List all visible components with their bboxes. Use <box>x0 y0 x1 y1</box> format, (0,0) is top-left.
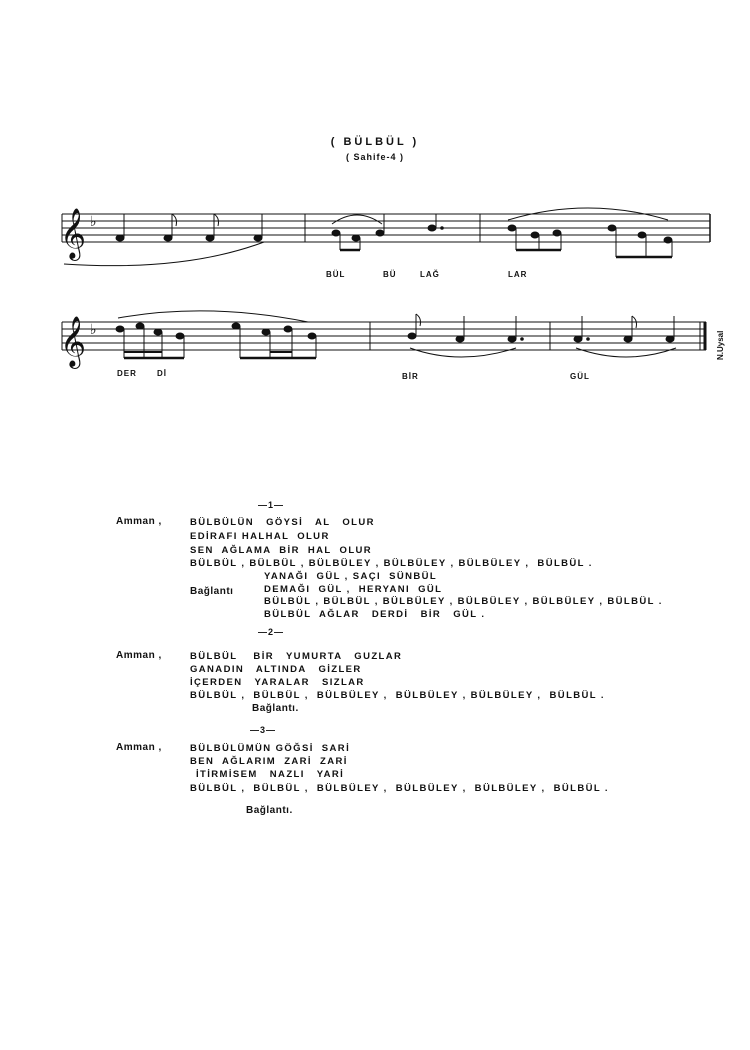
staff-1-notes <box>64 208 672 266</box>
verse-line: BÜLBÜL , BÜLBÜL , BÜLBÜLEY , BÜLBÜLEY , BÜLBÜLEY , BÜLBÜL . <box>264 596 663 607</box>
treble-clef-icon: 𝄞 <box>60 208 87 259</box>
score-lyric: BÜ <box>383 270 397 279</box>
flat-sign-icon: ♭ <box>90 322 97 338</box>
verse-line: BÜLBÜL AĞLAR DERDİ BİR GÜL . <box>264 609 486 620</box>
verse-line: BÜLBÜL , BÜLBÜL , BÜLBÜLEY , BÜLBÜLEY , BÜLBÜLEY , BÜLBÜL . <box>190 690 605 701</box>
verse-line: İÇERDEN YARALAR SIZLAR <box>190 677 365 688</box>
verse-intro: Amman , <box>116 516 162 527</box>
score-lyric: Dİ <box>157 369 167 378</box>
baglanti-label: Bağlantı <box>190 586 234 597</box>
verse-line: BEN AĞLARIM ZARİ ZARİ <box>190 756 348 767</box>
flat-sign-icon: ♭ <box>90 214 97 230</box>
verse-line: EDİRAFI HALHAL OLUR <box>190 531 330 542</box>
staff-2-notes <box>116 311 676 358</box>
treble-clef-icon: 𝄞 <box>60 316 87 367</box>
score-lyric: LAR <box>508 270 528 279</box>
verse-line: SEN AĞLAMA BİR HAL OLUR <box>190 545 373 556</box>
verse-number: —3— <box>250 725 277 735</box>
verse-line: GANADIN ALTINDA GİZLER <box>190 664 362 675</box>
verse-line: BÜLBÜL , BÜLBÜL , BÜLBÜLEY , BÜLBÜLEY , BÜLBÜLEY , BÜLBÜL . <box>190 558 593 569</box>
staff-2 <box>62 322 706 350</box>
verse-number: —2— <box>258 627 285 637</box>
verse-number: —1— <box>258 500 285 510</box>
verse-intro: Amman , <box>116 742 162 753</box>
song-title: ( BÜLBÜL ) <box>330 136 420 148</box>
score-lyric: BİR <box>402 372 419 381</box>
verse-line: YANAĞI GÜL , SAÇI SÜNBÜL <box>264 571 438 582</box>
verse-intro: Amman , <box>116 650 162 661</box>
verse-line: BÜLBÜLÜMÜN GÖĞSİ SARİ <box>190 743 351 754</box>
score-lyric: BÜL <box>326 270 346 279</box>
score-lyric: DER <box>117 369 137 378</box>
verse-line: BÜLBÜL , BÜLBÜL , BÜLBÜLEY , BÜLBÜLEY , BÜLBÜLEY , BÜLBÜL . <box>190 783 609 794</box>
baglanti-label: Bağlantı. <box>252 703 299 714</box>
score-lyric: LAĞ <box>420 270 440 279</box>
arranger-credit: N.Uysal <box>716 330 725 360</box>
verse-line: İTİRMİSEM NAZLI YARİ <box>196 769 345 780</box>
page-subtitle: ( Sahife-4 ) <box>345 152 404 162</box>
verse-line: BÜLBÜL BİR YUMURTA GUZLAR <box>190 651 403 662</box>
verse-line: DEMAĞI GÜL , HERYANI GÜL <box>264 584 443 595</box>
baglanti-label: Bağlantı. <box>246 805 293 816</box>
music-score <box>0 0 750 400</box>
score-lyric: GÜL <box>570 372 590 381</box>
verse-line: BÜLBÜLÜN GÖYSİ AL OLUR <box>190 517 375 528</box>
